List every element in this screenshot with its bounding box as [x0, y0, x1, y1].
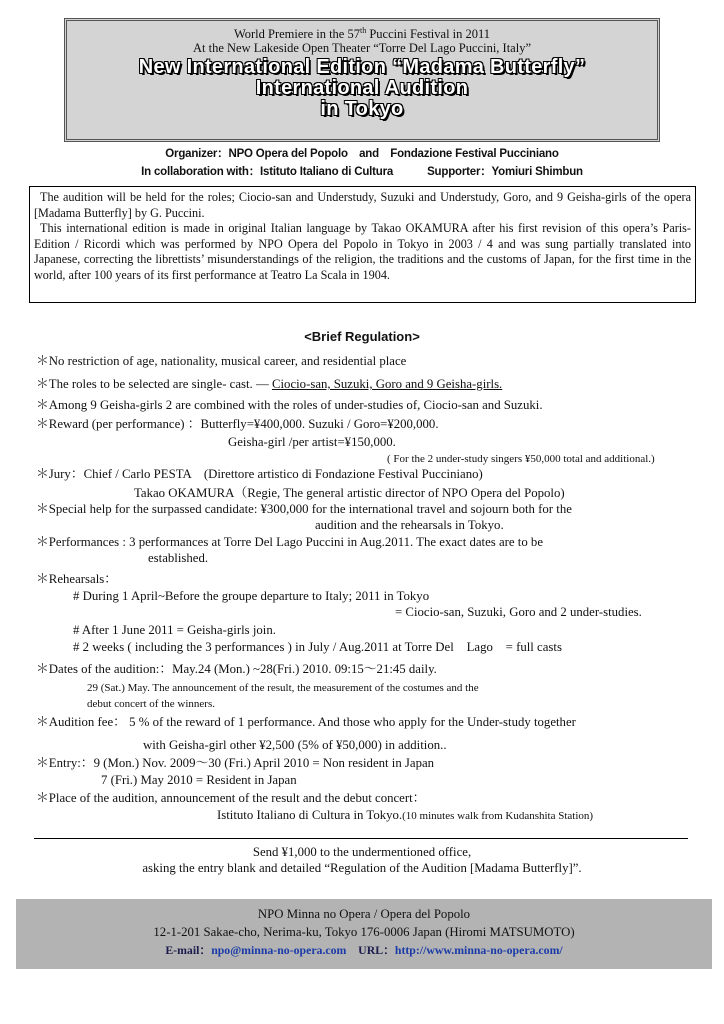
fee-line: ＊Audition fee： 5 % of the reward of 1 performance. And those who apply for the Under-study together	[36, 715, 576, 729]
rehearsals-label: ＊Rehearsals：	[36, 572, 118, 586]
reward-understudy-note: ( For the 2 under-study singers ¥50,000 total and additional.)	[387, 453, 655, 465]
jury-line-2: Takao OKAMURA（Regie, The general artistic director of NPO Opera del Popolo)	[134, 486, 565, 500]
place-venue: Istituto Italiano di Cultura in Tokyo.	[217, 808, 403, 822]
main-title: New International Edition “Madama Butterfly”	[138, 56, 586, 79]
rehearsal-item-1-cast: = Ciocio-san, Suzuki, Goro and 2 under-studies.	[395, 605, 642, 619]
divider	[34, 838, 688, 839]
email-link[interactable]: npo@minna-no-opera.com	[211, 943, 347, 957]
roles-line: ＊The roles to be selected are single- cast. — Ciocio-san, Suzuki, Goro and 9 Geisha-girls.	[36, 377, 503, 391]
collaboration-line	[0, 163, 724, 179]
main-title-line3: in Tokyo	[320, 98, 404, 121]
footer-contact: E-mail：npo@minna-no-opera.com URL：http://www.minna-no-opera.com/	[165, 943, 563, 957]
footer-org: NPO Minna no Opera / Opera del Popolo	[257, 907, 471, 921]
website-link[interactable]: http://www.minna-no-opera.com/	[394, 943, 563, 957]
jury-line: ＊Jury：Chief / Carlo PESTA (Direttore artistico di Fondazione Festival Pucciniano)	[36, 467, 483, 481]
special-help-line-2: audition and the rehearsals in Tokyo.	[315, 518, 504, 532]
place-line: ＊Place of the audition, announcement of the result and the debut concert：	[36, 791, 426, 805]
entry-line: ＊Entry:：9 (Mon.) Nov. 2009～30 (Fri.) April 2010 = Non resident in Japan	[36, 756, 435, 770]
performances-line-2: established.	[148, 551, 209, 565]
place-line-2	[217, 808, 593, 824]
dates-line-2: 29 (Sat.) May. The announcement of the result, the measurement of the costumes and the	[87, 682, 479, 694]
reward-line: ＊Reward (per performance) ：Butterfly=¥400,000. Suzuki / Goro=¥200,000.	[36, 417, 439, 431]
fee-line-2: with Geisha-girl other ¥2,500 (5% of ¥50,000) in addition..	[143, 738, 447, 752]
collaboration-text: In collaboration with：Istituto Italiano di Cultura	[141, 166, 394, 178]
main-title-line2: International Audition	[255, 77, 469, 100]
supporter-text: Supporter：Yomiuri Shimbun	[427, 166, 583, 178]
organizer-line: Organizer：NPO Opera del Popolo and Fondazione Festival Pucciniano	[165, 148, 559, 160]
theater-line: At the New Lakeside Open Theater “Torre Del Lago Puccini, Italy”	[193, 41, 531, 56]
rehearsal-item-3: # 2 weeks ( including the 3 performances ) in July / Aug.2011 at Torre Del Lago = full casts	[73, 640, 562, 654]
place-note: (10 minutes walk from Kudanshita Station)	[402, 810, 594, 822]
intro-box	[29, 186, 696, 303]
reward-geisha-line: Geisha-girl /per artist=¥150,000.	[228, 435, 396, 449]
footer-address: 12-1-201 Sakae-cho, Nerima-ku, Tokyo 176-0006 Japan (Hiromi MATSUMOTO)	[153, 925, 575, 939]
header-box	[64, 18, 660, 142]
roles-list: Ciocio-san, Suzuki, Goro and 9 Geisha-girls.	[271, 377, 503, 391]
restriction-line: ＊No restriction of age, nationality, musical career, and residential place	[36, 354, 407, 368]
premiere-line: World Premiere in the 57th Puccini Festival in 2011	[233, 26, 491, 42]
rehearsal-item-2: # After 1 June 2011 = Geisha-girls join.	[73, 623, 276, 637]
intro-paragraph-2: This international edition is made in original Italian language by Takao OKAMURA after his first revision of this opera’s Paris-Edition / Ricordi which was performed by NPO Opera del Popolo in Tokyo in 2003 / 4 and was sung partially translated into Japanese, correcting the librettists’ misunderstandings of the religion, the traditions and the customs of Japan, for the first time in the world, after 100 years of its first performance at Teatro La Scala in 1904.	[34, 221, 691, 282]
rehearsal-item-1: # During 1 April~Before the groupe departure to Italy; 2011 in Tokyo	[73, 589, 430, 603]
send-line-2: asking the entry blank and detailed “Regulation of the Audition [Madama Butterfly]”.	[142, 861, 582, 875]
entry-line-2: 7 (Fri.) May 2010 = Resident in Japan	[101, 773, 297, 787]
intro-paragraph-1: The audition will be held for the roles; Ciocio-san and Understudy, Suzuki and Understudy, Goro, and 9 Geisha-girls of the opera [Madama Butterfly] by G. Puccini.	[34, 190, 691, 220]
dates-line: ＊Dates of the audition:：May.24 (Mon.) ~28(Fri.) 2010. 09:15～21:45 daily.	[36, 662, 437, 676]
dates-line-3: debut concert of the winners.	[87, 698, 215, 710]
regulation-title: <Brief Regulation>	[304, 329, 420, 344]
send-line-1: Send ¥1,000 to the undermentioned office,	[252, 845, 472, 859]
special-help-line: ＊Special help for the surpassed candidate: ¥300,000 for the international travel and sojourn both for the	[36, 502, 572, 516]
geisha-line: ＊Among 9 Geisha-girls 2 are combined with the roles of under-studies of, Ciocio-san and Suzuki.	[36, 398, 543, 412]
performances-line: ＊Performances : 3 performances at Torre Del Lago Puccini in Aug.2011. The exact dates are to be	[36, 535, 544, 549]
footer-box	[16, 899, 712, 969]
